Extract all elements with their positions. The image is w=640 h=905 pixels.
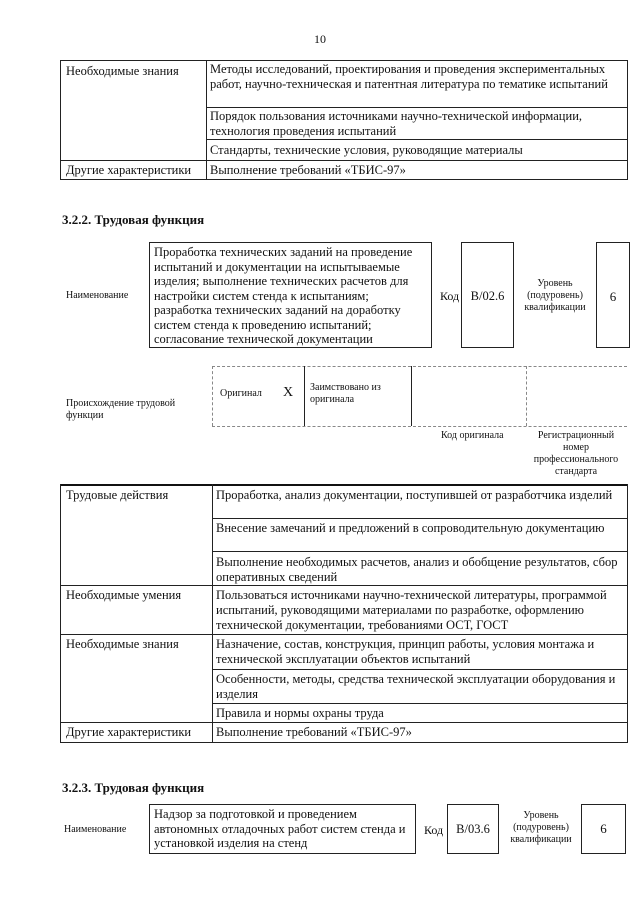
reg-number-label: Регистрационный номер профессионального стандарта <box>533 430 619 477</box>
code-label: Код <box>440 289 460 303</box>
other-item: Выполнение требований «ТБИС-97» <box>210 163 406 177</box>
section-heading: 3.2.3. Трудовая функция <box>62 780 205 795</box>
code-label: Код <box>424 823 444 837</box>
row-label-knowledge: Необходимые знания <box>66 64 179 78</box>
knowledge-item: Порядок пользования источниками научно-технической информации, технология проведения испытаний <box>210 109 583 138</box>
action-item: Проработка, анализ документации, поступившей от разработчика изделий <box>216 488 613 502</box>
level-value: 6 <box>581 804 626 854</box>
section-heading: 3.2.2. Трудовая функция <box>62 212 205 227</box>
row-label-actions: Трудовые действия <box>66 488 169 502</box>
row-label-knowledge: Необходимые знания <box>66 637 179 651</box>
knowledge-item: Особенности, методы, средства технической эксплуатации оборудования и изделия <box>216 672 616 701</box>
function-name-box: Надзор за подготовкой и проведением автономных отладочных работ систем стенда и установкой изделия на стенд <box>149 804 416 854</box>
level-label: Уровень (подуровень) квалификации <box>510 810 572 845</box>
row-label-other: Другие характеристики <box>66 725 192 739</box>
page-number: 10 <box>314 32 326 46</box>
name-label: Наименование <box>66 290 129 301</box>
borrowed-label: Заимствовано из оригинала <box>310 382 381 405</box>
original-label: Оригинал <box>220 388 262 399</box>
original-mark: X <box>283 385 294 400</box>
top-table <box>60 60 627 180</box>
function-table <box>60 484 627 744</box>
function-name-box: Проработка технических заданий на проведение испытаний и документации на испытываемые изделия; выполнение технических расчетов для настройки систем стенда к испытаниям; разработка технических заданий на доработку систем стенда к проведению испытаний; согласование технической документации <box>149 242 432 348</box>
code-value: B/03.6 <box>447 804 499 854</box>
name-label: Наименование <box>64 824 127 835</box>
row-label-other: Другие характеристики <box>66 163 192 177</box>
action-item: Внесение замечаний и предложений в сопроводительную документацию <box>216 521 605 535</box>
level-value: 6 <box>596 242 630 348</box>
knowledge-item: Методы исследований, проектирования и проведения экспериментальных работ, научно-техническая и патентная литература по тематике испытаний <box>210 62 608 91</box>
origin-label: Происхождение трудовой функции <box>66 398 176 421</box>
knowledge-item: Правила и нормы охраны труда <box>216 706 384 720</box>
level-label: Уровень (подуровень) квалификации <box>524 278 586 313</box>
code-value: B/02.6 <box>461 242 514 348</box>
knowledge-item: Назначение, состав, конструкция, принцип работы, условия монтажа и технической эксплуатации объектов испытаний <box>216 637 595 666</box>
skills-item: Пользоваться источниками научно-технической литературы, программой испытаний, руководящими материалами по разработке, оформлению технической документации, требованиями ОСТ, ГОСТ <box>216 588 607 632</box>
action-item: Выполнение необходимых расчетов, анализ и обобщение результатов, сбор оперативных сведений <box>216 555 618 584</box>
code-original-label: Код оригинала <box>441 430 504 441</box>
row-label-skills: Необходимые умения <box>66 588 182 602</box>
knowledge-item: Стандарты, технические условия, руководящие материалы <box>210 143 523 157</box>
other-item: Выполнение требований «ТБИС-97» <box>216 725 412 739</box>
